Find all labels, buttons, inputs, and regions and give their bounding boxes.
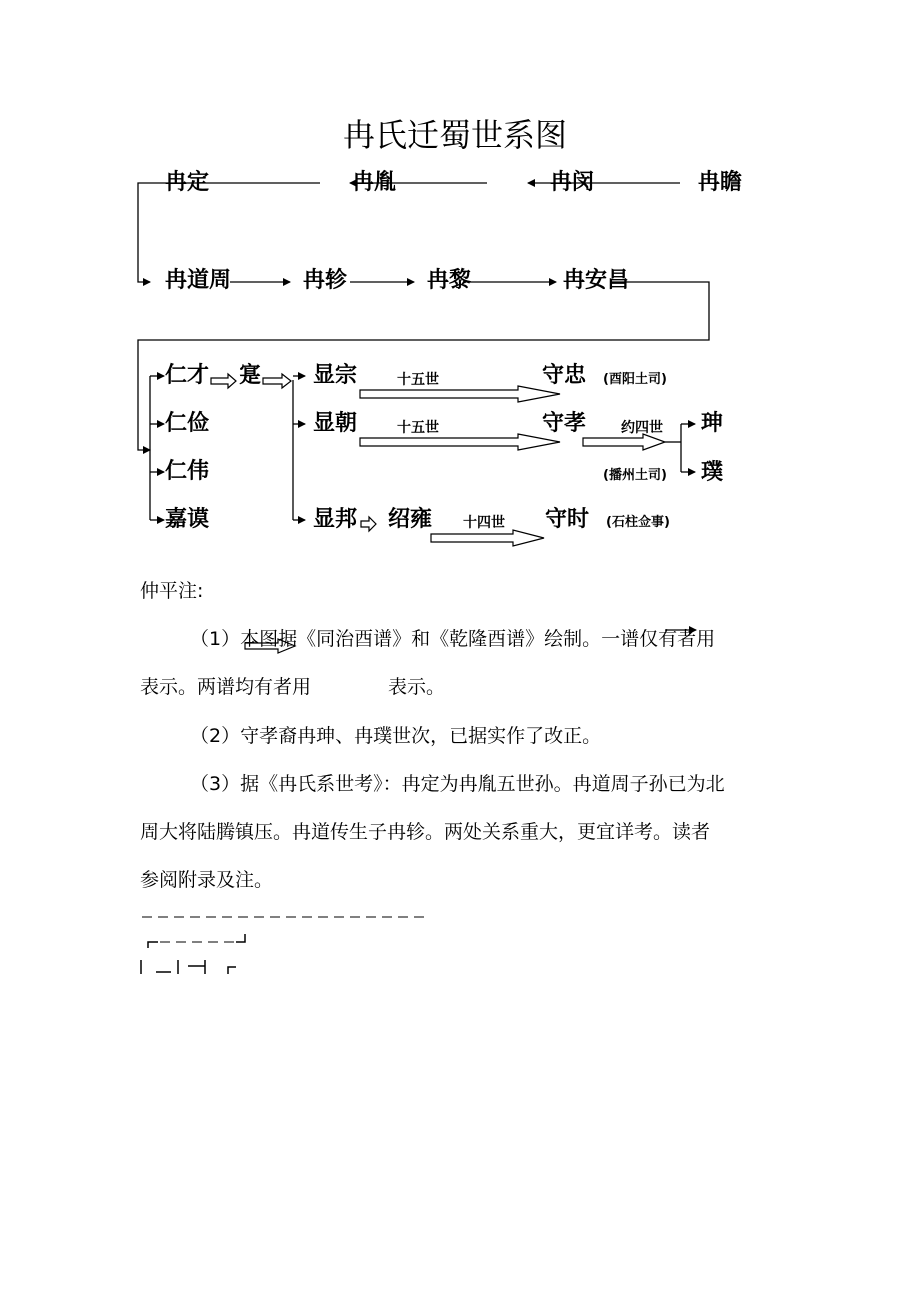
- name-randing: 冉定: [165, 170, 210, 195]
- generation-label: 十四世: [463, 515, 505, 531]
- note-3-end: 参阅附录及注。: [140, 869, 274, 891]
- title-bozhou: (播州土司): [603, 468, 667, 483]
- generation-label: 十五世: [397, 372, 439, 388]
- name-rencai: 仁才: [165, 363, 210, 388]
- name-renwei: 仁伟: [165, 459, 210, 484]
- name-shoushi: 守时: [545, 507, 590, 532]
- name-ranmin: 冉闵: [550, 170, 595, 195]
- name-shouxiao: 守孝: [542, 411, 587, 436]
- name-ranli: 冉黎: [427, 268, 472, 293]
- name-xianbang: 显邦: [313, 507, 358, 532]
- name-pu: 璞: [701, 460, 724, 485]
- name-shi: 寔: [239, 363, 262, 388]
- note-2: （2）守孝裔冉珅、冉璞世次，已据实作了改正。: [190, 725, 602, 747]
- note-1: （1）本图据《同治酉谱》和《乾隆酉谱》绘制。一谱仅有者用: [190, 628, 716, 650]
- title-youyang: (酉阳土司): [603, 372, 667, 387]
- page-title: 冉氏迁蜀世系图: [343, 116, 568, 154]
- name-ranzhen: 冉轸: [303, 268, 348, 293]
- note-1-cont: 表示。两谱均有者用: [140, 676, 312, 698]
- name-shen: 珅: [701, 411, 724, 436]
- dash-marks: [141, 917, 430, 974]
- name-ranzhan: 冉瞻: [698, 170, 743, 195]
- note-3: （3）据《冉氏系世考》：冉定为冉胤五世孙。冉道周子孙已为北: [190, 773, 725, 795]
- name-shouzhong: 守忠: [542, 363, 587, 388]
- name-ranyin: 冉胤: [352, 170, 397, 195]
- notes-heading: 仲平注:: [140, 580, 204, 602]
- name-jiamo: 嘉谟: [165, 507, 210, 532]
- name-xianzong: 显宗: [313, 363, 358, 388]
- note-1-end: 表示。: [388, 676, 446, 698]
- name-randaozhou: 冉道周: [165, 268, 232, 293]
- name-ranganchang: 冉安昌: [563, 268, 630, 293]
- name-xianchao: 显朝: [313, 411, 358, 436]
- note-3-cont: 周大将陆腾镇压。冉道传生子冉轸。两处关系重大，更宜详考。读者: [140, 821, 711, 843]
- title-shizhu: (石柱佥事): [606, 515, 670, 530]
- generation-label: 约四世: [621, 420, 663, 436]
- name-shaoyong: 绍雍: [388, 507, 433, 532]
- generation-label: 十五世: [397, 420, 439, 436]
- name-renjian: 仁俭: [165, 411, 210, 436]
